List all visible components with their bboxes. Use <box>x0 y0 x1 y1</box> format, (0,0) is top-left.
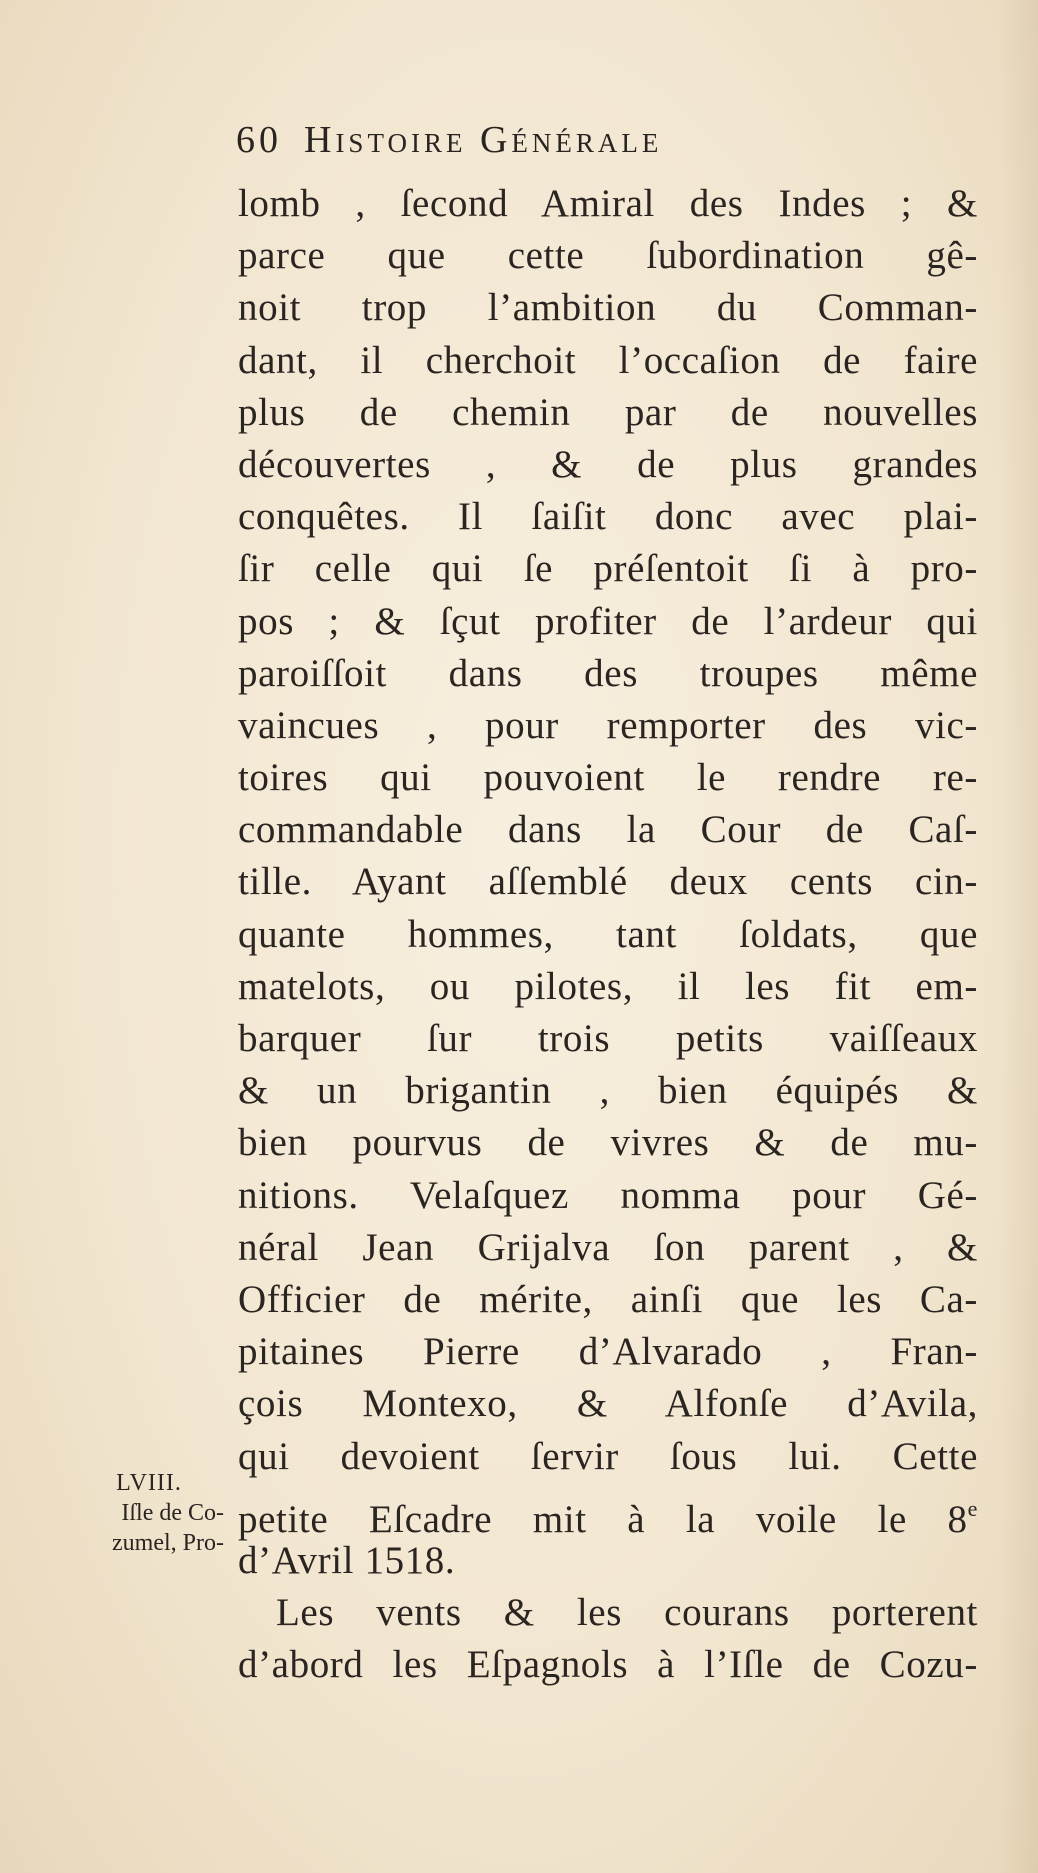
margin-note-numeral: LVIII. <box>116 1470 182 1496</box>
text-line: barquer ſur trois petits vaiſſeaux <box>238 1017 978 1060</box>
body-text <box>238 178 978 1691</box>
text-line: commandable dans la Cour de Caſ- <box>238 808 978 852</box>
text-line: quante hommes, tant ſoldats, que <box>238 912 978 956</box>
text-line: découvertes , & de plus grandes <box>238 442 978 486</box>
page-number: 60 <box>236 119 282 161</box>
text-line-main: petite Eſcadre mit à la voile le 8 <box>238 1497 968 1541</box>
text-line-with-superscript <box>238 1483 978 1541</box>
margin-note <box>14 1468 224 1558</box>
margin-note-line: Iſle de Co- <box>121 1500 224 1526</box>
text-line: lomb , ſecond Amiral des Indes ; & <box>238 182 978 225</box>
text-line: pos ; & ſçut profiter de l’ardeur qui <box>238 599 978 643</box>
text-line: çois Montexo, & Alfonſe d’Avila, <box>238 1382 978 1426</box>
text-line: conquêtes. Il ſaiſit donc avec plai- <box>238 495 978 539</box>
paragraph-start-line: Les vents & les courans porterent <box>276 1591 978 1635</box>
running-head <box>236 118 956 168</box>
text-line: & un brigantin , bien équipés & <box>238 1069 978 1113</box>
text-line: dant, il cherchoit l’occaſion de faire <box>238 338 978 382</box>
text-line: vaincues , pour remporter des vic- <box>238 703 978 747</box>
text-line: plus de chemin par de nouvelles <box>238 390 978 434</box>
margin-note-line: zumel, Pro- <box>112 1530 224 1556</box>
running-title: Histoire Générale <box>304 119 663 161</box>
text-line: d’Avril 1518. <box>238 1538 456 1582</box>
text-line: ſir celle qui ſe préſentoit ſi à pro- <box>238 547 978 591</box>
text-line: néral Jean Grijalva ſon parent , & <box>238 1225 978 1269</box>
text-line: tille. Ayant aſſemblé deux cents cin- <box>238 860 978 904</box>
text-line: matelots, ou pilotes, il les fit em- <box>238 964 978 1008</box>
text-line: parce que cette ſubordination gê- <box>238 234 978 278</box>
text-line: toires qui pouvoient le rendre re- <box>238 756 978 800</box>
text-line: nitions. Velaſquez nomma pour Gé- <box>238 1173 978 1217</box>
text-line: qui devoient ſervir ſous lui. Cette <box>238 1434 978 1478</box>
superscript-e: e <box>967 1495 978 1521</box>
text-line: noit trop l’ambition du Comman- <box>238 286 978 330</box>
text-line: paroiſſoit dans des troupes même <box>238 651 978 695</box>
text-line: d’abord les Eſpagnols à l’Iſle de Cozu- <box>238 1643 978 1687</box>
text-line: Officier de mérite, ainſi que les Ca- <box>238 1277 978 1321</box>
text-line: bien pourvus de vivres & de mu- <box>238 1121 978 1165</box>
text-line: pitaines Pierre d’Alvarado , Fran- <box>238 1330 978 1374</box>
